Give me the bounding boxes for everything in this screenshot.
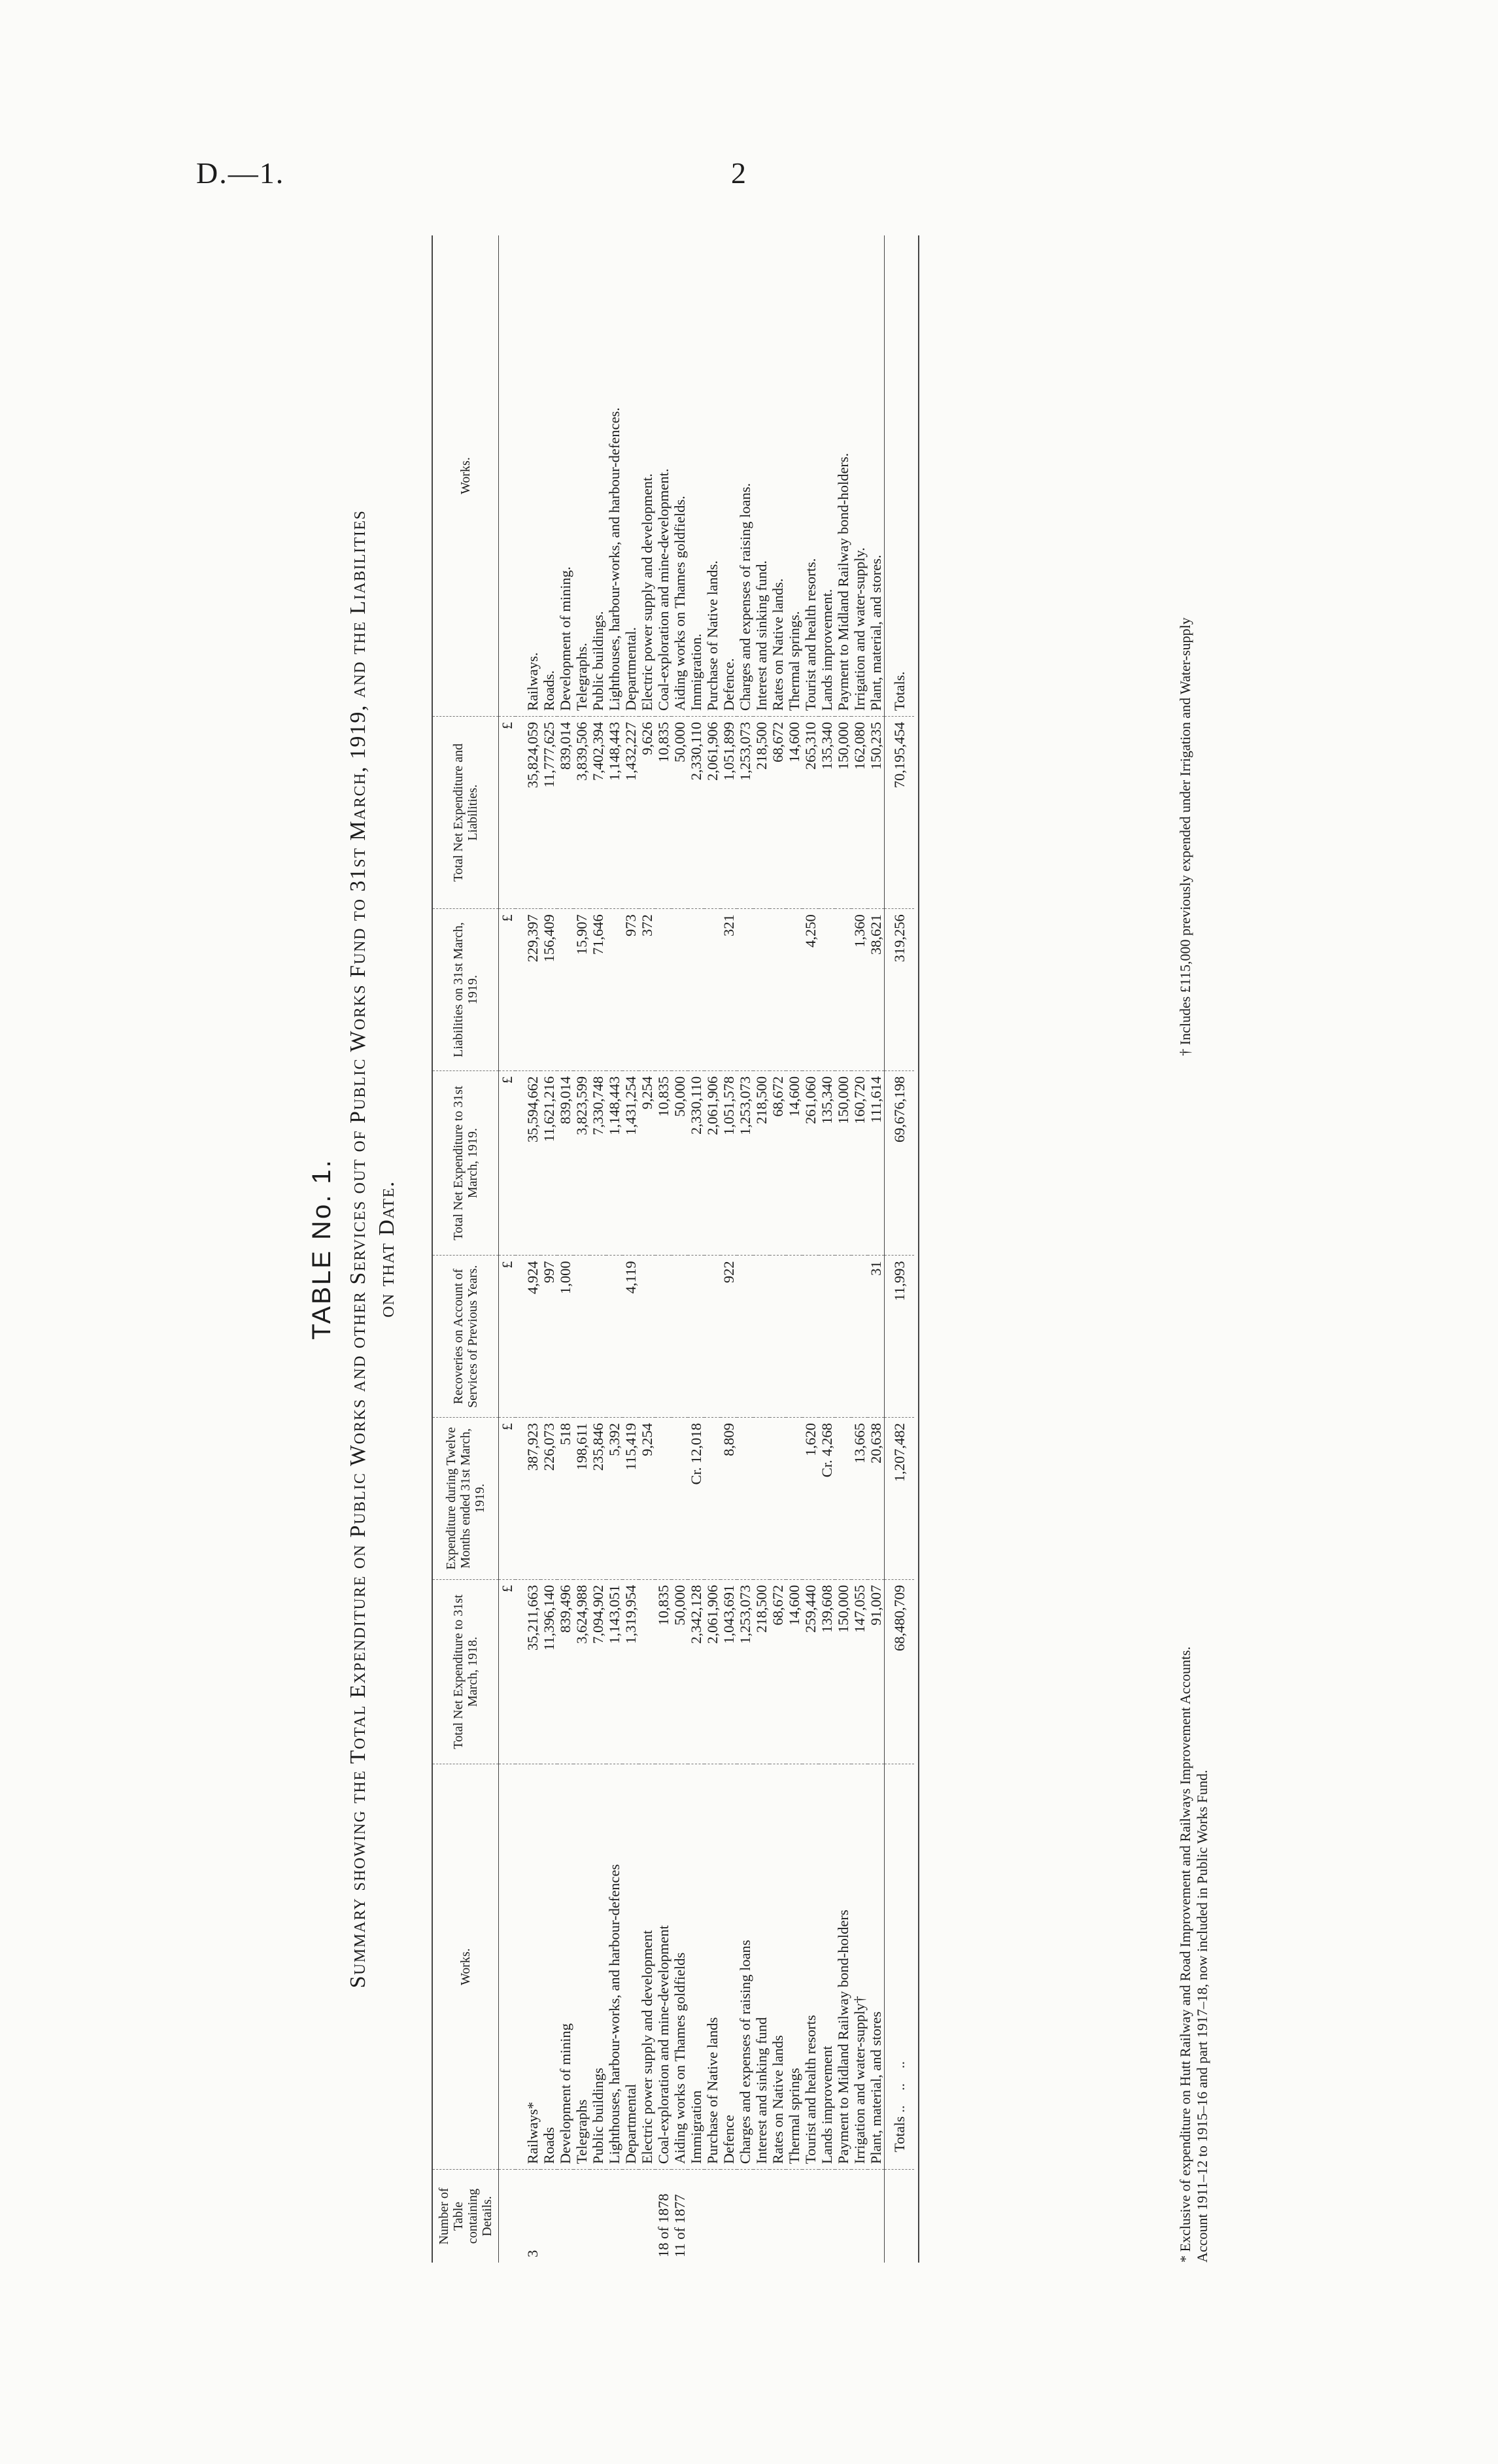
expenditure-cell: 13,665 bbox=[851, 1418, 868, 1580]
works-cell: Purchase of Native lands bbox=[704, 1764, 721, 2170]
table-row bbox=[786, 235, 802, 2263]
currency-row bbox=[499, 235, 516, 2263]
liabilities-cell bbox=[672, 909, 688, 1071]
liabilities-cell: 229,397 bbox=[515, 909, 541, 1071]
expenditure-table bbox=[432, 235, 919, 2263]
expenditure-cell bbox=[737, 1418, 753, 1580]
works-cell: Defence bbox=[721, 1764, 737, 2170]
col-total-1919: Total Net Expenditure to 31st March, 1919. bbox=[432, 1070, 499, 1256]
table-no-cell: 18 of 1878 bbox=[655, 2170, 672, 2263]
expenditure-cell bbox=[672, 1418, 688, 1580]
total-1919-cell: 1,253,073 bbox=[737, 1070, 753, 1256]
table-row bbox=[721, 235, 737, 2263]
total-e: 319,256 bbox=[885, 909, 915, 1071]
expenditure-cell bbox=[786, 1418, 802, 1580]
table-no-cell bbox=[753, 2170, 770, 2263]
total-liabilities-cell: 7,402,394 bbox=[590, 717, 606, 909]
total-1919-cell: 35,594,662 bbox=[515, 1070, 541, 1256]
table-no-cell bbox=[573, 2170, 590, 2263]
liabilities-cell bbox=[688, 909, 704, 1071]
footnotes bbox=[1177, 235, 1211, 2263]
works-cell: Public buildings bbox=[590, 1764, 606, 2170]
total-liabilities-cell: 150,235 bbox=[868, 717, 885, 909]
col-recoveries: Recoveries on Account of Services of Previous Years. bbox=[432, 1256, 499, 1418]
works-cell: Lighthouses, harbour-works, and harbour-defences bbox=[606, 1764, 622, 2170]
works-right-cell: Aiding works on Thames goldfields. bbox=[672, 496, 688, 711]
totals-label: Totals .. .. .. bbox=[885, 1764, 915, 2170]
total-1919-cell: 9,254 bbox=[639, 1070, 655, 1256]
works-cell: Electric power supply and development bbox=[639, 1764, 655, 2170]
works-cell: Lands improvement bbox=[819, 1764, 835, 2170]
works-cell: Departmental bbox=[622, 1764, 639, 2170]
recoveries-cell bbox=[606, 1256, 622, 1418]
table-no-cell bbox=[819, 2170, 835, 2263]
table-row bbox=[802, 235, 819, 2263]
total-1919-cell: 218,500 bbox=[753, 1070, 770, 1256]
liabilities-cell bbox=[606, 909, 622, 1071]
liabilities-cell: 4,250 bbox=[802, 909, 819, 1071]
table-no-cell bbox=[688, 2170, 704, 2263]
total-1918-cell: 1,043,691 bbox=[721, 1579, 737, 1764]
col-expenditure-year: Expenditure during Twelve Months ended 31st March, 1919. bbox=[432, 1418, 499, 1580]
total-liabilities-cell: 1,253,073 bbox=[737, 717, 753, 909]
liabilities-cell bbox=[737, 909, 753, 1071]
expenditure-cell: 115,419 bbox=[622, 1418, 639, 1580]
liabilities-cell: 38,621 bbox=[868, 909, 885, 1071]
works-right-cell: Payment to Midland Railway bond-holders. bbox=[835, 453, 851, 711]
expenditure-cell bbox=[655, 1418, 672, 1580]
table-no-cell bbox=[868, 2170, 885, 2263]
total-1918-cell: 3,624,988 bbox=[573, 1579, 590, 1764]
total-1918-cell: 147,055 bbox=[851, 1579, 868, 1764]
recoveries-cell: 1,000 bbox=[557, 1256, 573, 1418]
total-1918-cell: 2,342,128 bbox=[688, 1579, 704, 1764]
total-1919-cell: 2,061,906 bbox=[704, 1070, 721, 1256]
recoveries-cell bbox=[573, 1256, 590, 1418]
total-1918-cell: 839,496 bbox=[557, 1579, 573, 1764]
liabilities-cell bbox=[655, 909, 672, 1071]
total-1919-cell: 7,330,748 bbox=[590, 1070, 606, 1256]
table-row bbox=[639, 235, 655, 2263]
table-row bbox=[704, 235, 721, 2263]
total-1919-cell: 50,000 bbox=[672, 1070, 688, 1256]
table-row bbox=[606, 235, 622, 2263]
table-row bbox=[851, 235, 868, 2263]
table-row bbox=[835, 235, 851, 2263]
works-cell: Development of mining bbox=[557, 1764, 573, 2170]
total-1919-cell: 1,148,443 bbox=[606, 1070, 622, 1256]
works-right-cell: Railways. bbox=[524, 652, 541, 711]
liabilities-cell: 973 bbox=[622, 909, 639, 1071]
works-cell: Coal-exploration and mine-development bbox=[655, 1764, 672, 2170]
rotated-table-page bbox=[307, 235, 1249, 2263]
recoveries-cell bbox=[786, 1256, 802, 1418]
total-liabilities-cell: 2,330,110 bbox=[688, 717, 704, 909]
works-right-cell: Immigration. bbox=[688, 633, 704, 711]
works-cell: Interest and sinking fund bbox=[753, 1764, 770, 2170]
currency-symbol: £ bbox=[499, 1579, 516, 1764]
liabilities-cell bbox=[786, 909, 802, 1071]
recoveries-cell bbox=[753, 1256, 770, 1418]
works-right-cell: Thermal springs. bbox=[786, 611, 802, 711]
works-right-cell: Public buildings. bbox=[590, 611, 606, 711]
table-no-cell bbox=[770, 2170, 786, 2263]
total-1918-cell: 150,000 bbox=[835, 1579, 851, 1764]
table-row bbox=[672, 235, 688, 2263]
recoveries-cell: 922 bbox=[721, 1256, 737, 1418]
currency-symbol: £ bbox=[499, 1418, 516, 1580]
expenditure-cell: 518 bbox=[557, 1418, 573, 1580]
expenditure-cell: 9,254 bbox=[639, 1418, 655, 1580]
total-1918-cell: 68,672 bbox=[770, 1579, 786, 1764]
works-right-cell: Rates on Native lands. bbox=[770, 578, 786, 711]
total-liabilities-cell: 10,835 bbox=[655, 717, 672, 909]
works-cell: Charges and expenses of raising loans bbox=[737, 1764, 753, 2170]
total-1918-cell: 50,000 bbox=[672, 1579, 688, 1764]
works-cell: Roads bbox=[541, 1764, 557, 2170]
works-cell: Railways* bbox=[515, 1764, 541, 2170]
total-1919-cell: 261,060 bbox=[802, 1070, 819, 1256]
works-cell: Tourist and health resorts bbox=[802, 1764, 819, 2170]
liabilities-cell: 15,907 bbox=[573, 909, 590, 1071]
total-liabilities-cell: 11,777,625 bbox=[541, 717, 557, 909]
expenditure-cell: Cr. 4,268 bbox=[819, 1418, 835, 1580]
expenditure-cell: 8,809 bbox=[721, 1418, 737, 1580]
footnote-dagger: † Includes £115,000 previously expended under Irrigation and Water-supply bbox=[1177, 617, 1193, 1056]
table-row bbox=[770, 235, 786, 2263]
total-1919-cell: 10,835 bbox=[655, 1070, 672, 1256]
total-liabilities-cell: 3,839,506 bbox=[573, 717, 590, 909]
page-reference: D.—1. bbox=[196, 156, 285, 190]
recoveries-cell bbox=[704, 1256, 721, 1418]
table-row bbox=[622, 235, 639, 2263]
works-right-cell: Electric power supply and development. bbox=[639, 473, 655, 711]
total-liabilities-cell: 150,000 bbox=[835, 717, 851, 909]
total-1919-cell: 111,614 bbox=[868, 1070, 885, 1256]
table-body bbox=[499, 235, 885, 2263]
recoveries-cell bbox=[672, 1256, 688, 1418]
table-no-cell: 3 bbox=[515, 2170, 541, 2263]
total-1919-cell: 839,014 bbox=[557, 1070, 573, 1256]
col-works-right: Works. bbox=[432, 235, 499, 717]
total-liabilities-cell: 1,051,899 bbox=[721, 717, 737, 909]
works-right-cell: Charges and expenses of raising loans. bbox=[737, 483, 753, 711]
total-1918-cell: 35,211,663 bbox=[515, 1579, 541, 1764]
recoveries-cell bbox=[737, 1256, 753, 1418]
table-row bbox=[655, 235, 672, 2263]
title-block bbox=[307, 235, 400, 2263]
works-cell: Rates on Native lands bbox=[770, 1764, 786, 2170]
table-end-rule bbox=[914, 235, 919, 2263]
liabilities-cell bbox=[704, 909, 721, 1071]
works-right-cell: Telegraphs. bbox=[573, 643, 590, 711]
total-1918-cell: 218,500 bbox=[753, 1579, 770, 1764]
currency-symbol: £ bbox=[499, 717, 516, 909]
total-1919-cell: 14,600 bbox=[786, 1070, 802, 1256]
recoveries-cell bbox=[851, 1256, 868, 1418]
liabilities-cell: 372 bbox=[639, 909, 655, 1071]
table-no-cell bbox=[541, 2170, 557, 2263]
table-no-cell bbox=[835, 2170, 851, 2263]
total-1918-cell: 91,007 bbox=[868, 1579, 885, 1764]
total-1918-cell: 1,143,051 bbox=[606, 1579, 622, 1764]
works-cell: Immigration bbox=[688, 1764, 704, 2170]
expenditure-cell: 235,846 bbox=[590, 1418, 606, 1580]
liabilities-cell bbox=[835, 909, 851, 1071]
col-table-no: Number of Table containing Details. bbox=[432, 2170, 499, 2263]
liabilities-cell bbox=[557, 909, 573, 1071]
total-1919-cell: 68,672 bbox=[770, 1070, 786, 1256]
table-row bbox=[737, 235, 753, 2263]
recoveries-cell bbox=[835, 1256, 851, 1418]
currency-symbol: £ bbox=[499, 1070, 516, 1256]
total-1918-cell: 1,319,954 bbox=[622, 1579, 639, 1764]
works-cell: Irrigation and water-supply† bbox=[851, 1764, 868, 2170]
table-no-cell bbox=[786, 2170, 802, 2263]
works-right-cell: Lighthouses, harbour-works, and harbour-defences. bbox=[606, 407, 622, 711]
table-row bbox=[541, 235, 557, 2263]
table-subtitle-line2: on that Date. bbox=[375, 1180, 399, 1318]
table-row bbox=[819, 235, 835, 2263]
table-subtitle: Summary showing the Total Expenditure on Public Works and other Services out of Public Works Fund to 31st March, 1919, and the Liabilities bbox=[346, 509, 370, 1989]
works-right-cell: Interest and sinking fund. bbox=[753, 560, 770, 711]
works-right-cell: Lands improvement. bbox=[819, 589, 835, 711]
total-b: 1,207,482 bbox=[885, 1418, 915, 1580]
total-1918-cell: 139,608 bbox=[819, 1579, 835, 1764]
expenditure-cell: 226,073 bbox=[541, 1418, 557, 1580]
table-row bbox=[590, 235, 606, 2263]
table-row bbox=[868, 235, 885, 2263]
header-row bbox=[432, 235, 499, 2263]
works-right-cell: Plant, material, and stores. bbox=[868, 555, 884, 711]
total-liabilities-cell: 68,672 bbox=[770, 717, 786, 909]
total-1919-cell: 150,000 bbox=[835, 1070, 851, 1256]
works-cell: Aiding works on Thames goldfields bbox=[672, 1764, 688, 2170]
total-1918-cell: 14,600 bbox=[786, 1579, 802, 1764]
table-no-cell bbox=[721, 2170, 737, 2263]
total-1919-cell: 11,621,216 bbox=[541, 1070, 557, 1256]
table-no-cell bbox=[851, 2170, 868, 2263]
works-right-cell: Defence. bbox=[721, 658, 737, 711]
total-liabilities-cell: 14,600 bbox=[786, 717, 802, 909]
total-a: 68,480,709 bbox=[885, 1579, 915, 1764]
total-1918-cell: 7,094,902 bbox=[590, 1579, 606, 1764]
table-row bbox=[753, 235, 770, 2263]
total-f: 70,195,454 bbox=[885, 717, 915, 909]
col-works: Works. bbox=[432, 1764, 499, 2170]
total-1919-cell: 1,051,578 bbox=[721, 1070, 737, 1256]
total-liabilities-cell: 218,500 bbox=[753, 717, 770, 909]
recoveries-cell bbox=[802, 1256, 819, 1418]
liabilities-cell: 71,646 bbox=[590, 909, 606, 1071]
table-no-cell bbox=[606, 2170, 622, 2263]
total-c: 11,993 bbox=[885, 1256, 915, 1418]
works-right-cell: Tourist and health resorts. bbox=[802, 558, 819, 711]
table-no-cell bbox=[622, 2170, 639, 2263]
expenditure-cell: 20,638 bbox=[868, 1418, 885, 1580]
col-total-1918: Total Net Expenditure to 31st March, 1918. bbox=[432, 1579, 499, 1764]
liabilities-cell: 156,409 bbox=[541, 909, 557, 1071]
total-1919-cell: 2,330,110 bbox=[688, 1070, 704, 1256]
table-row bbox=[573, 235, 590, 2263]
col-liabilities: Liabilities on 31st March, 1919. bbox=[432, 909, 499, 1071]
recoveries-cell: 4,924 bbox=[515, 1256, 541, 1418]
table-no-cell bbox=[557, 2170, 573, 2263]
expenditure-cell bbox=[753, 1418, 770, 1580]
recoveries-cell: 31 bbox=[868, 1256, 885, 1418]
table-no-cell bbox=[802, 2170, 819, 2263]
liabilities-cell: 1,360 bbox=[851, 909, 868, 1071]
currency-symbol: £ bbox=[499, 1256, 516, 1418]
total-liabilities-cell: 9,626 bbox=[639, 717, 655, 909]
table-no-cell bbox=[590, 2170, 606, 2263]
total-1918-cell: 259,440 bbox=[802, 1579, 819, 1764]
totals-label-right: Totals. bbox=[885, 235, 915, 717]
works-right-cell: Development of mining. bbox=[557, 566, 573, 711]
works-cell: Thermal springs bbox=[786, 1764, 802, 2170]
recoveries-cell: 4,119 bbox=[622, 1256, 639, 1418]
liabilities-cell bbox=[819, 909, 835, 1071]
recoveries-cell bbox=[590, 1256, 606, 1418]
total-liabilities-cell: 839,014 bbox=[557, 717, 573, 909]
recoveries-cell bbox=[688, 1256, 704, 1418]
table-row bbox=[688, 235, 704, 2263]
total-1918-cell: 2,061,906 bbox=[704, 1579, 721, 1764]
recoveries-cell bbox=[639, 1256, 655, 1418]
works-right-cell: Roads. bbox=[541, 670, 557, 711]
total-1919-cell: 3,823,599 bbox=[573, 1070, 590, 1256]
footnote-star: * Exclusive of expenditure on Hutt Railway and Road Improvement and Railways Improvement Accounts. Account 1911–12 to 1915–16 and part 1917–18, now included in Public Works Fund. bbox=[1177, 1646, 1210, 2263]
works-cell: Telegraphs bbox=[573, 1764, 590, 2170]
total-1918-cell: 10,835 bbox=[655, 1579, 672, 1764]
total-liabilities-cell: 265,310 bbox=[802, 717, 819, 909]
currency-symbol: £ bbox=[499, 909, 516, 1071]
works-cell: Plant, material, and stores bbox=[868, 1764, 885, 2170]
col-total-liabilities: Total Net Expenditure and Liabilities. bbox=[432, 717, 499, 909]
table-row bbox=[557, 235, 573, 2263]
total-liabilities-cell: 1,432,227 bbox=[622, 717, 639, 909]
works-right-cell: Irrigation and water-supply. bbox=[851, 547, 868, 711]
works-right-cell: Departmental. bbox=[622, 626, 639, 711]
table-no-cell: 11 of 1877 bbox=[672, 2170, 688, 2263]
total-1918-cell bbox=[639, 1579, 655, 1764]
expenditure-cell bbox=[704, 1418, 721, 1580]
table-no-cell bbox=[704, 2170, 721, 2263]
expenditure-cell: Cr. 12,018 bbox=[688, 1418, 704, 1580]
liabilities-cell: 321 bbox=[721, 909, 737, 1071]
liabilities-cell bbox=[753, 909, 770, 1071]
expenditure-cell bbox=[835, 1418, 851, 1580]
total-1918-cell: 1,253,073 bbox=[737, 1579, 753, 1764]
liabilities-cell bbox=[770, 909, 786, 1071]
expenditure-cell: 198,611 bbox=[573, 1418, 590, 1580]
expenditure-cell: 5,392 bbox=[606, 1418, 622, 1580]
table-row bbox=[515, 235, 541, 2263]
total-liabilities-cell: 162,080 bbox=[851, 717, 868, 909]
works-right-cell: Purchase of Native lands. bbox=[704, 560, 721, 711]
works-right-cell: Coal-exploration and mine-development. bbox=[655, 468, 672, 711]
recoveries-cell: 997 bbox=[541, 1256, 557, 1418]
recoveries-cell bbox=[819, 1256, 835, 1418]
total-liabilities-cell: 50,000 bbox=[672, 717, 688, 909]
recoveries-cell bbox=[655, 1256, 672, 1418]
total-liabilities-cell: 35,824,059 bbox=[515, 717, 541, 909]
table-title: TABLE No. 1. bbox=[307, 1158, 336, 1340]
total-1919-cell: 135,340 bbox=[819, 1070, 835, 1256]
total-1919-cell: 1,431,254 bbox=[622, 1070, 639, 1256]
totals-row bbox=[885, 235, 915, 2263]
works-cell: Payment to Midland Railway bond-holders bbox=[835, 1764, 851, 2170]
expenditure-cell: 387,923 bbox=[515, 1418, 541, 1580]
expenditure-cell bbox=[770, 1418, 786, 1580]
page-number: 2 bbox=[731, 156, 746, 190]
total-liabilities-cell: 2,061,906 bbox=[704, 717, 721, 909]
total-1918-cell: 11,396,140 bbox=[541, 1579, 557, 1764]
total-liabilities-cell: 135,340 bbox=[819, 717, 835, 909]
total-liabilities-cell: 1,148,443 bbox=[606, 717, 622, 909]
table-no-cell bbox=[737, 2170, 753, 2263]
expenditure-cell: 1,620 bbox=[802, 1418, 819, 1580]
recoveries-cell bbox=[770, 1256, 786, 1418]
table-no-cell bbox=[639, 2170, 655, 2263]
total-1919-cell: 160,720 bbox=[851, 1070, 868, 1256]
total-d: 69,676,198 bbox=[885, 1070, 915, 1256]
